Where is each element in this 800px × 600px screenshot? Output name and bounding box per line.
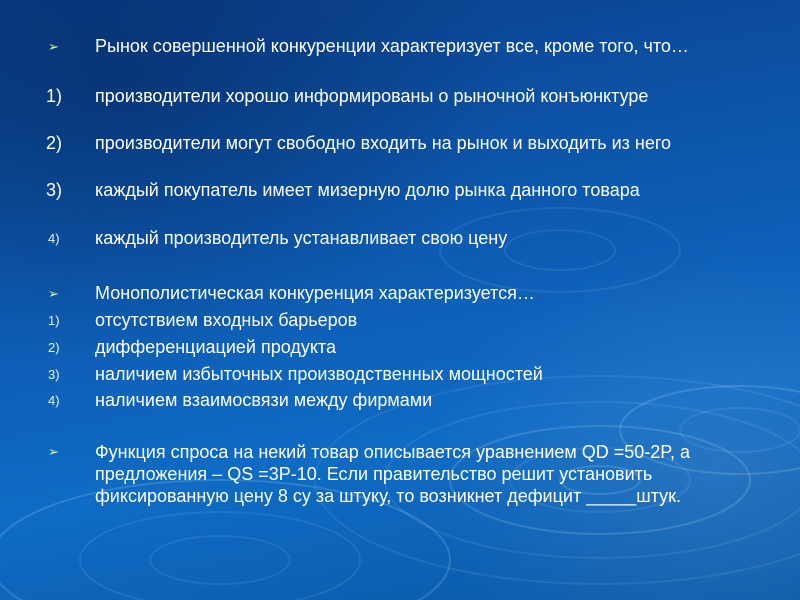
- option-text: наличием избыточных производственных мощностей: [95, 364, 543, 384]
- option-text: производители хорошо информированы о рыночной конъюнктуре: [95, 86, 649, 106]
- option-text: каждый производитель устанавливает свою цену: [95, 228, 508, 248]
- option-number: 3): [48, 367, 60, 382]
- option-number: 3): [46, 180, 63, 200]
- question-1-text: Рынок совершенной конкуренции характеризует все, кроме того, что…: [95, 36, 689, 56]
- option-number: 4): [48, 393, 60, 408]
- option-number: 4): [48, 231, 60, 246]
- option-text: отсутствием входных барьеров: [95, 310, 358, 330]
- option-text: каждый покупатель имеет мизерную долю рынка данного товара: [95, 180, 640, 200]
- option-text: производители могут свободно входить на рынок и выходить из него: [95, 133, 672, 153]
- option-text: дифференциацией продукта: [95, 337, 336, 357]
- option-number: 2): [46, 133, 63, 153]
- arrow-bullet-icon: ➢: [48, 286, 59, 301]
- question-3-text: Функция спроса на некий товар описывается уравнением QD =50-2P, а предложения – QS =3P-10. Если правительство решит установить фиксированную цену 8 су за штуку, то возникнет дефицит _____штук.: [95, 442, 690, 506]
- arrow-bullet-icon: ➢: [48, 444, 59, 459]
- question-2-text: Монополистическая конкуренция характеризуется…: [95, 283, 535, 303]
- option-number: 2): [48, 340, 60, 355]
- option-number: 1): [46, 86, 63, 106]
- arrow-bullet-icon: ➢: [48, 39, 59, 54]
- option-text: наличием взаимосвязи между фирмами: [95, 390, 433, 410]
- option-number: 1): [48, 313, 60, 328]
